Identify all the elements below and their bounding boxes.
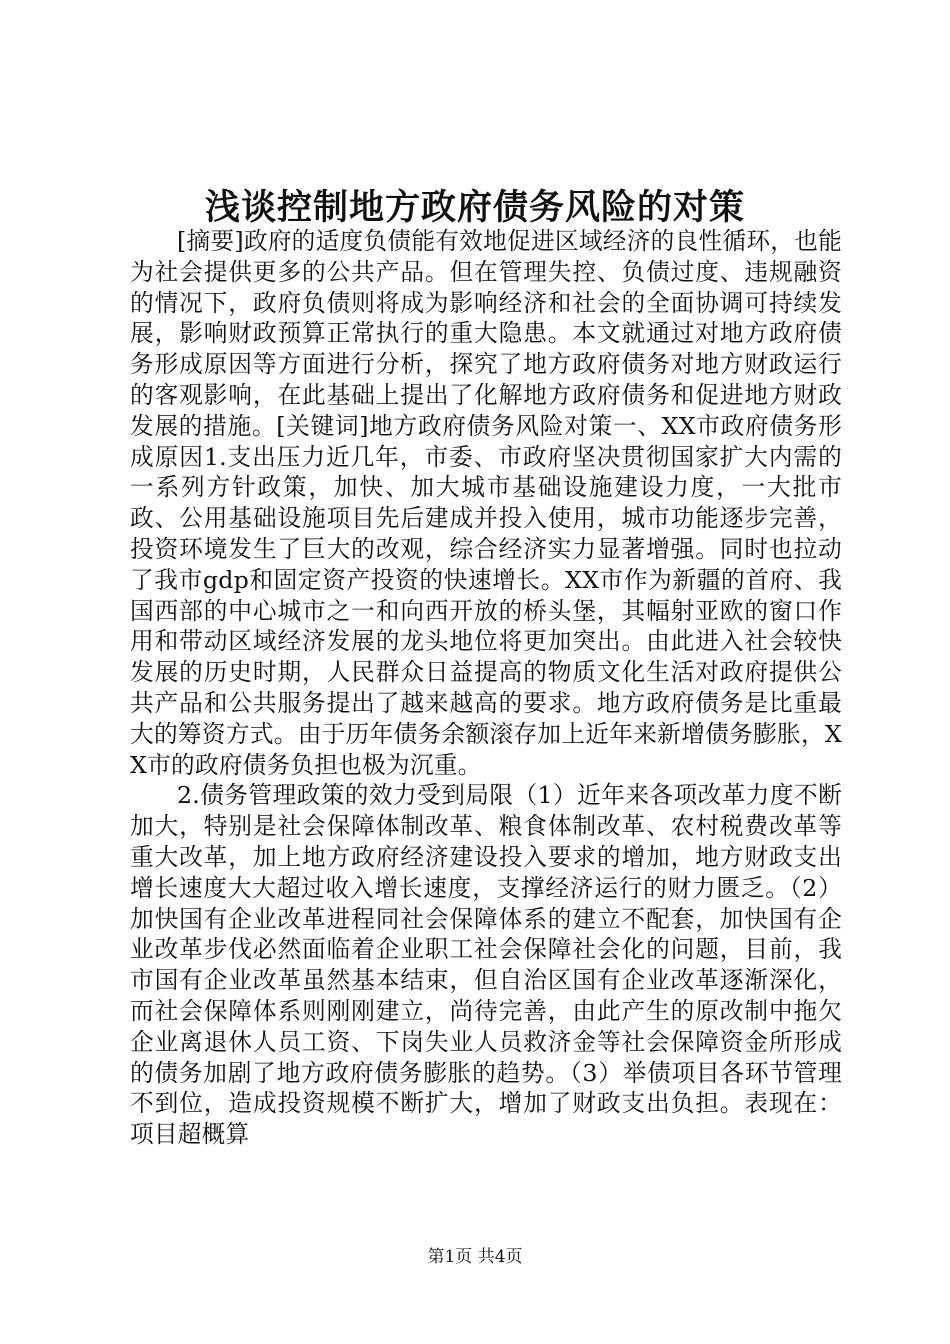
paragraph-debt-policy: 2.债务管理政策的效力受到局限（1）近年来各项改革力度不断加大，特别是社会保障体制改革、粮食体制改革、农村税费改革等重大改革，加上地方政府经济建设投入要求的增加，地方财政支出增长速度大大超过收入增长速度，支撑经济运行的财力匮乏。（2）加快国有企业改革进程同社会保障体系的建立不配套，加快国有企业改革步伐必然面临着企业职工社会保障社会化的问题，目前，我市国有企业改革虽然基本结束，但自治区国有企业改革逐渐深化，而社会保障体系则刚刚建立，尚待完善，由此产生的原改制中拖欠企业离退休人员工资、下岗失业人员救济金等社会保障资金所形成的债务加剧了地方政府债务膨胀的趋势。（3）举债项目各环节管理不到位，造成投资规模不断扩大，增加了财政支出负担。表现在：项目超概算 [130, 781, 842, 1149]
page-number-footer: 第1页 共4页 [427, 1247, 523, 1267]
paragraph-abstract: [摘要]政府的适度负债能有效地促进区域经济的良性循环，也能为社会提供更多的公共产品。但在管理失控、负债过度、违规融资的情况下，政府负债则将成为影响经济和社会的全面协调可持续发展，影响财政预算正常执行的重大隐患。本文就通过对地方政府债务形成原因等方面进行分析，探究了地方政府债务对地方财政运行的客观影响，在此基础上提出了化解地方政府债务和促进地方财政发展的措施。[关键词]地方政府债务风险对策一、XX市政府债务形成原因1.支出压力近几年，市委、市政府坚决贯彻国家扩大内需的一系列方针政策，加快、加大城市基础设施建设力度，一大批市政、公用基础设施项目先后建成并投入使用，城市功能逐步完善，投资环境发生了巨大的改观，综合经济实力显著增强。同时也拉动了我市gdp和固定资产投资的快速增长。XX市作为新疆的首府、我国西部的中心城市之一和向西开放的桥头堡，其幅射亚欧的窗口作用和带动区域经济发展的龙头地位将更加突出。由此进入社会较快发展的历史时期，人民群众日益提高的物质文化生活对政府提供公共产品和公共服务提出了越来越高的要求。地方政府债务是比重最大的筹资方式。由于历年债务余额滚存加上近年来新增债务膨胀，XX市的政府债务负担也极为沉重。 [130, 227, 842, 779]
document-body [130, 226, 842, 1150]
document-title: 浅谈控制地方政府债务风险的对策 [204, 187, 745, 228]
